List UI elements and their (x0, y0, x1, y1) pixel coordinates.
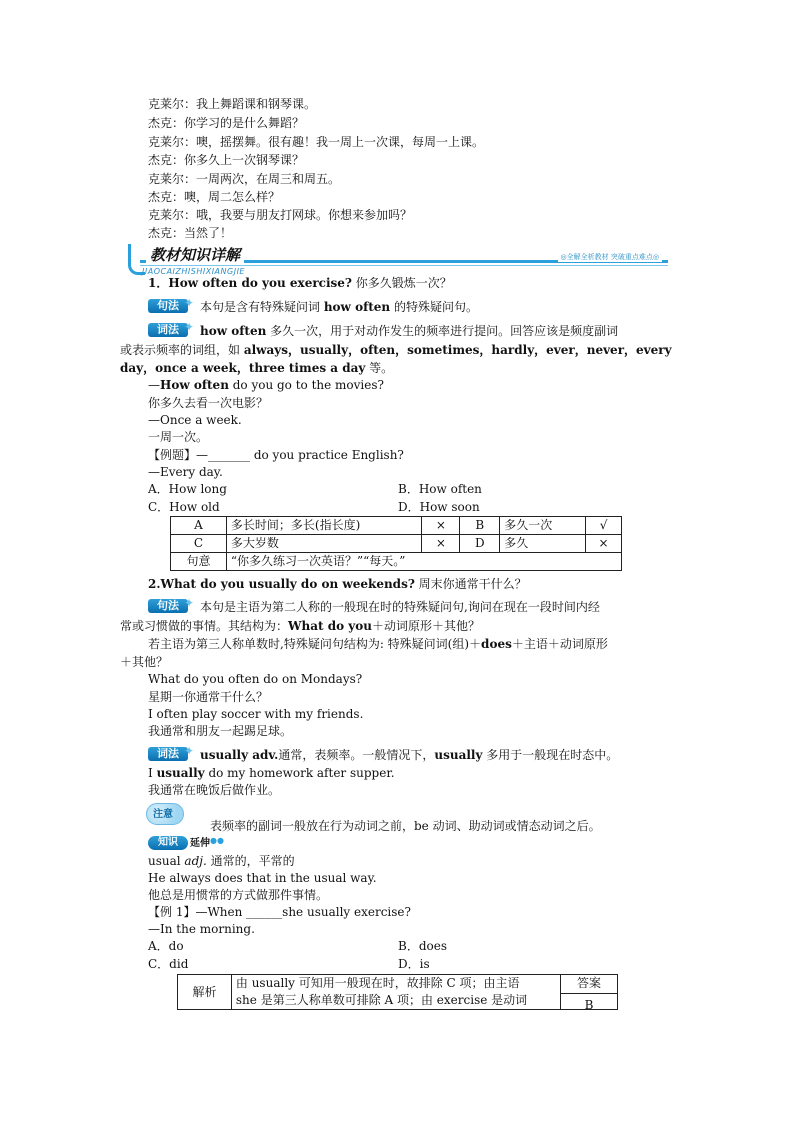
s1-option-b: B．How often (398, 482, 482, 496)
dialogue-line: 克莱尔：哦，我要与朋友打网球。你想来参加吗？ (148, 208, 413, 222)
s2-option-a: A．do (148, 939, 184, 953)
s1-heading: 1．How often do you exercise? 你多久锻炼一次？ (148, 276, 452, 290)
note-cloud-icon: 注意 (146, 801, 188, 825)
table-cell: 解析 (178, 975, 232, 1010)
s1-example-q-zh: 你多久去看一次电影？ (148, 396, 269, 410)
s2-example4: He always does that in the usual way. (148, 871, 377, 885)
table-cell: 多大岁数 (226, 535, 421, 553)
s2-option-b: B．does (398, 939, 447, 953)
s2-example4-zh: 他总是用惯常的方式做那件事情。 (148, 888, 329, 902)
s2-li1-a: —In the morning. (148, 922, 255, 936)
s2-juzhi: 句法 ✦ 本句是主语为第二人称的一般现在时的特殊疑问句,询问在现在一段时间内经 (148, 598, 600, 615)
table-cell: B (460, 517, 500, 535)
table-cell: B (561, 993, 618, 1009)
s1-liti-a: —Every day. (148, 465, 223, 479)
analysis-table-2 (177, 974, 618, 1010)
s2-option-d: D．is (398, 957, 430, 971)
dialogue-line: 杰克：噢，周二怎么样？ (148, 190, 281, 204)
table-cell: D (460, 535, 500, 553)
table-row (171, 553, 622, 571)
section-pinyin: JIAOCAIZHISHIXIANGJIE (142, 267, 245, 276)
s2-li1-q: 【例 1】—When ______she usually exercise? (148, 905, 411, 919)
table-cell: √ (586, 517, 622, 535)
s1-cifa-line2: 或表示频率的词组，如 always，usually，often，sometimes，hardly，ever，never，every (120, 343, 672, 357)
s1-option-a: A．How long (148, 482, 227, 496)
dialogue-line: 克莱尔：噢，摇摆舞。很有趣！我一周上一次课，每周一上课。 (148, 135, 485, 149)
table-row (171, 517, 622, 535)
table-cell: A (171, 517, 227, 535)
table-cell: 由 usually 可知用一般现在时，故排除 C 项；由主语 she 是第三人称单数可排除 A 项；由 exercise 是动词 (231, 975, 560, 1010)
dialogue-line: 杰克：你学习的是什么舞蹈？ (148, 116, 305, 130)
table-cell: C (171, 535, 227, 553)
s2-option-c: C．did (148, 957, 189, 971)
s2-line3: 若主语为第三人称单数时,特殊疑问句结构为: 特殊疑问词(组)＋does＋主语＋动词原形 (148, 637, 608, 651)
s1-example-a: —Once a week. (148, 413, 242, 427)
juzhi-tag-icon: 句法 ✦ (148, 298, 194, 314)
table-row (178, 975, 618, 994)
s1-example-a-zh: 一周一次。 (148, 430, 209, 444)
dialogue-line: 克莱尔：一周两次，在周三和周五。 (148, 172, 341, 186)
s1-cifa: 词法 ✦ how often 多久一次，用于对动作发生的频率进行提问。回答应该是频度副词 (148, 322, 618, 339)
dialogue-line: 克莱尔：我上舞蹈课和钢琴课。 (148, 97, 317, 111)
table-cell: 答案 (561, 975, 618, 994)
s2-example2-zh: 我通常和朋友一起踢足球。 (148, 724, 293, 738)
s2-cifa: 词法 ✦ usually adv.通常，表频率。一般情况下，usually 多用于一般现在时态中。 (148, 746, 618, 763)
table-cell: × (586, 535, 622, 553)
table-cell: 多久一次 (500, 517, 586, 535)
s1-liti-q: 【例题】—_______ do you practice English? (148, 448, 404, 462)
knowledge-extension-icon: 知识 延伸 ●● (148, 835, 218, 851)
banner-rule-thin (140, 265, 668, 266)
s1-example-q: —How often do you go to the movies? (148, 378, 384, 392)
s2-note-icon-row (146, 801, 188, 818)
s2-example2: I often play soccer with my friends. (148, 707, 364, 721)
table-cell: 句意 (171, 553, 227, 571)
s2-example1: What do you often do on Mondays? (148, 672, 363, 686)
s2-example3-zh: 我通常在晚饭后做作业。 (148, 783, 281, 797)
table-cell: × (422, 535, 460, 553)
table-cell: 多久 (500, 535, 586, 553)
s2-juzhi-line2: 常或习惯做的事情。其结构为：What do you＋动词原形＋其他？ (120, 619, 481, 633)
s1-option-c: C．How old (148, 500, 220, 514)
juzhi-tag-icon: 句法 ✦ (148, 598, 194, 614)
dialogue-line: 杰克：当然了！ (148, 226, 233, 240)
s1-option-d: D．How soon (398, 500, 480, 514)
table-cell: 多长时间；多长(指长度) (226, 517, 421, 535)
cifa-tag-icon: 词法 ✦ (148, 322, 194, 338)
s2-heading: 2.What do you usually do on weekends? 周末你通常干什么？ (148, 577, 527, 591)
table-row (171, 535, 622, 553)
s2-note: 表频率的副词一般放在行为动词之前，be 动词、助动词或情态动词之后。 (210, 819, 601, 833)
s2-example3: I usually do my homework after supper. (148, 766, 395, 780)
s2-extension-tag (148, 835, 224, 852)
cifa-tag-icon: 词法 ✦ (148, 746, 194, 762)
section-title: 教材知识详解 (146, 244, 244, 265)
s1-juzhi: 句法 ✦ 本句是含有特殊疑问词 how often 的特殊疑问句。 (148, 298, 478, 315)
dialogue-line: 杰克：你多久上一次钢琴课？ (148, 153, 305, 167)
s2-usual: usual adj. 通常的，平常的 (148, 854, 295, 868)
s2-example1-zh: 星期一你通常干什么？ (148, 690, 269, 704)
section-motto: ◎全解全析教材 突破重点难点◎ (558, 252, 662, 262)
table-cell: “你多久练习一次英语？”“每天。” (226, 553, 621, 571)
s1-cifa-line3: day，once a week，three times a day 等。 (120, 361, 394, 375)
analysis-table-1 (170, 516, 622, 571)
table-cell: × (422, 517, 460, 535)
section-banner (128, 244, 670, 278)
s2-line4: ＋其他？ (120, 655, 169, 669)
